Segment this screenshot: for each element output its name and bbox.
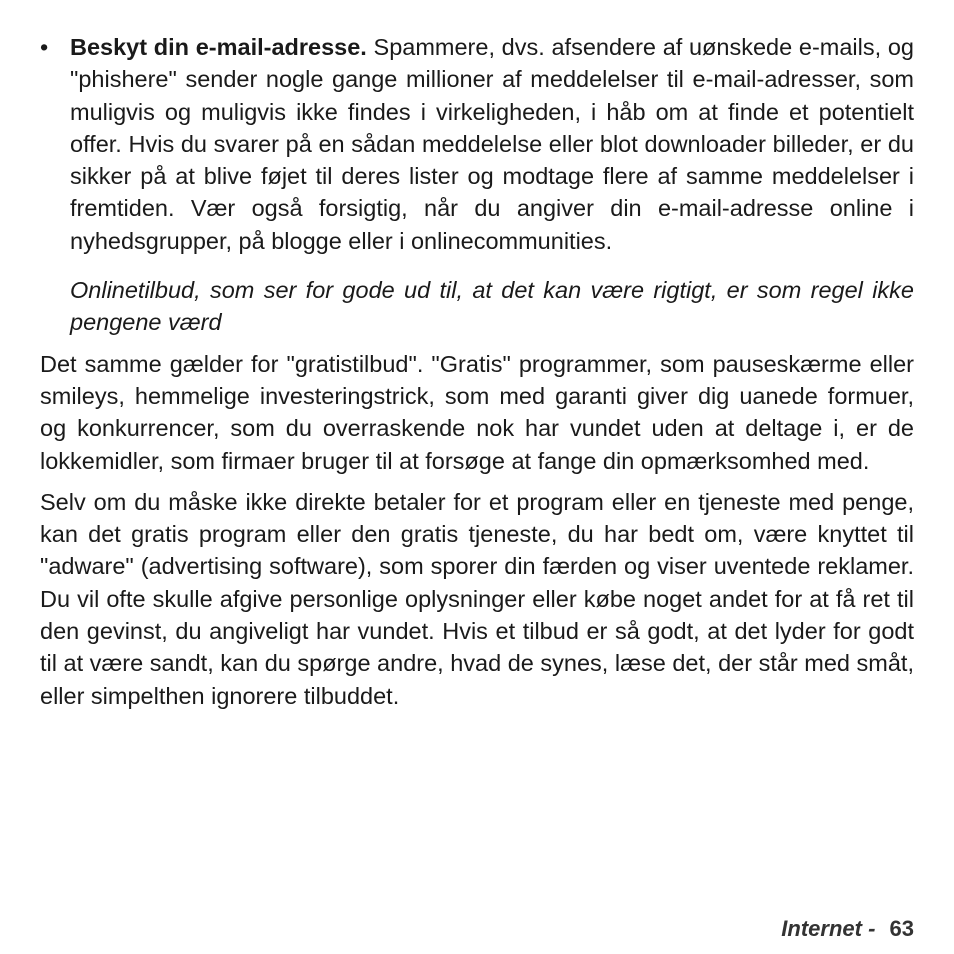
paragraph-adware: Selv om du måske ikke direkte betaler for et program eller en tjeneste med penge, kan det gratis program eller den gratis tjeneste, du har bedt om, være knyttet til "adware" (advertising software), som sporer din færden og viser uventede reklamer. Du vil ofte skulle afgive personlige oplysninger eller købe noget andet for at få ret til den gevinst, du angiveligt har vundet. Hvis et tilbud er så godt, at det lyder for godt til at være sandt, kan du spørge andre, hvad de synes, læse det, der står med småt, eller simpelthen ignorere tilbuddet. [40, 488, 914, 709]
subheading: Onlinetilbud, som ser for gode ud til, at det kan være rigtigt, er som regel ikke pengene værd [70, 277, 914, 336]
bullet-paragraph [70, 31, 914, 257]
page-footer [781, 914, 914, 944]
footer-section-title: Internet - [781, 916, 882, 941]
bullet-text: Spammere, dvs. afsendere af uønskede e-mails, og "phishere" sender nogle gange millioner af meddelelser til e-mail-adresser, som muligvis og muligvis ikke findes i virkeligheden, i håb om at finde et potentielt offer. Hvis du svarer på en sådan meddelelse eller blot downloader billeder, er du sikker på at blive føjet til deres lister og modtage flere af samme meddelelser i fremtiden. Vær også forsigtig, når du angiver din e-mail-adresse online i nyhedsgrupper, på blogge eller i onlinecommunities. [70, 34, 914, 254]
bullet-heading: Beskyt din e-mail-adresse. [70, 34, 367, 60]
footer-page-number: 63 [889, 916, 914, 941]
page-body [40, 31, 914, 712]
paragraph-gratis-offers: Det samme gælder for "gratistilbud". "Gratis" programmer, som pauseskærme eller smileys, hemmelige investeringstrick, som med garanti giver dig uanede formuer, og konkurrencer, som du overraskende nok har vundet uden at deltage i, er de lokkemidler, som firmaer bruger til at forsøge at fange din opmærksomhed med. [40, 350, 914, 474]
bullet-list-item [40, 31, 914, 257]
bullet-marker: • [40, 34, 49, 60]
